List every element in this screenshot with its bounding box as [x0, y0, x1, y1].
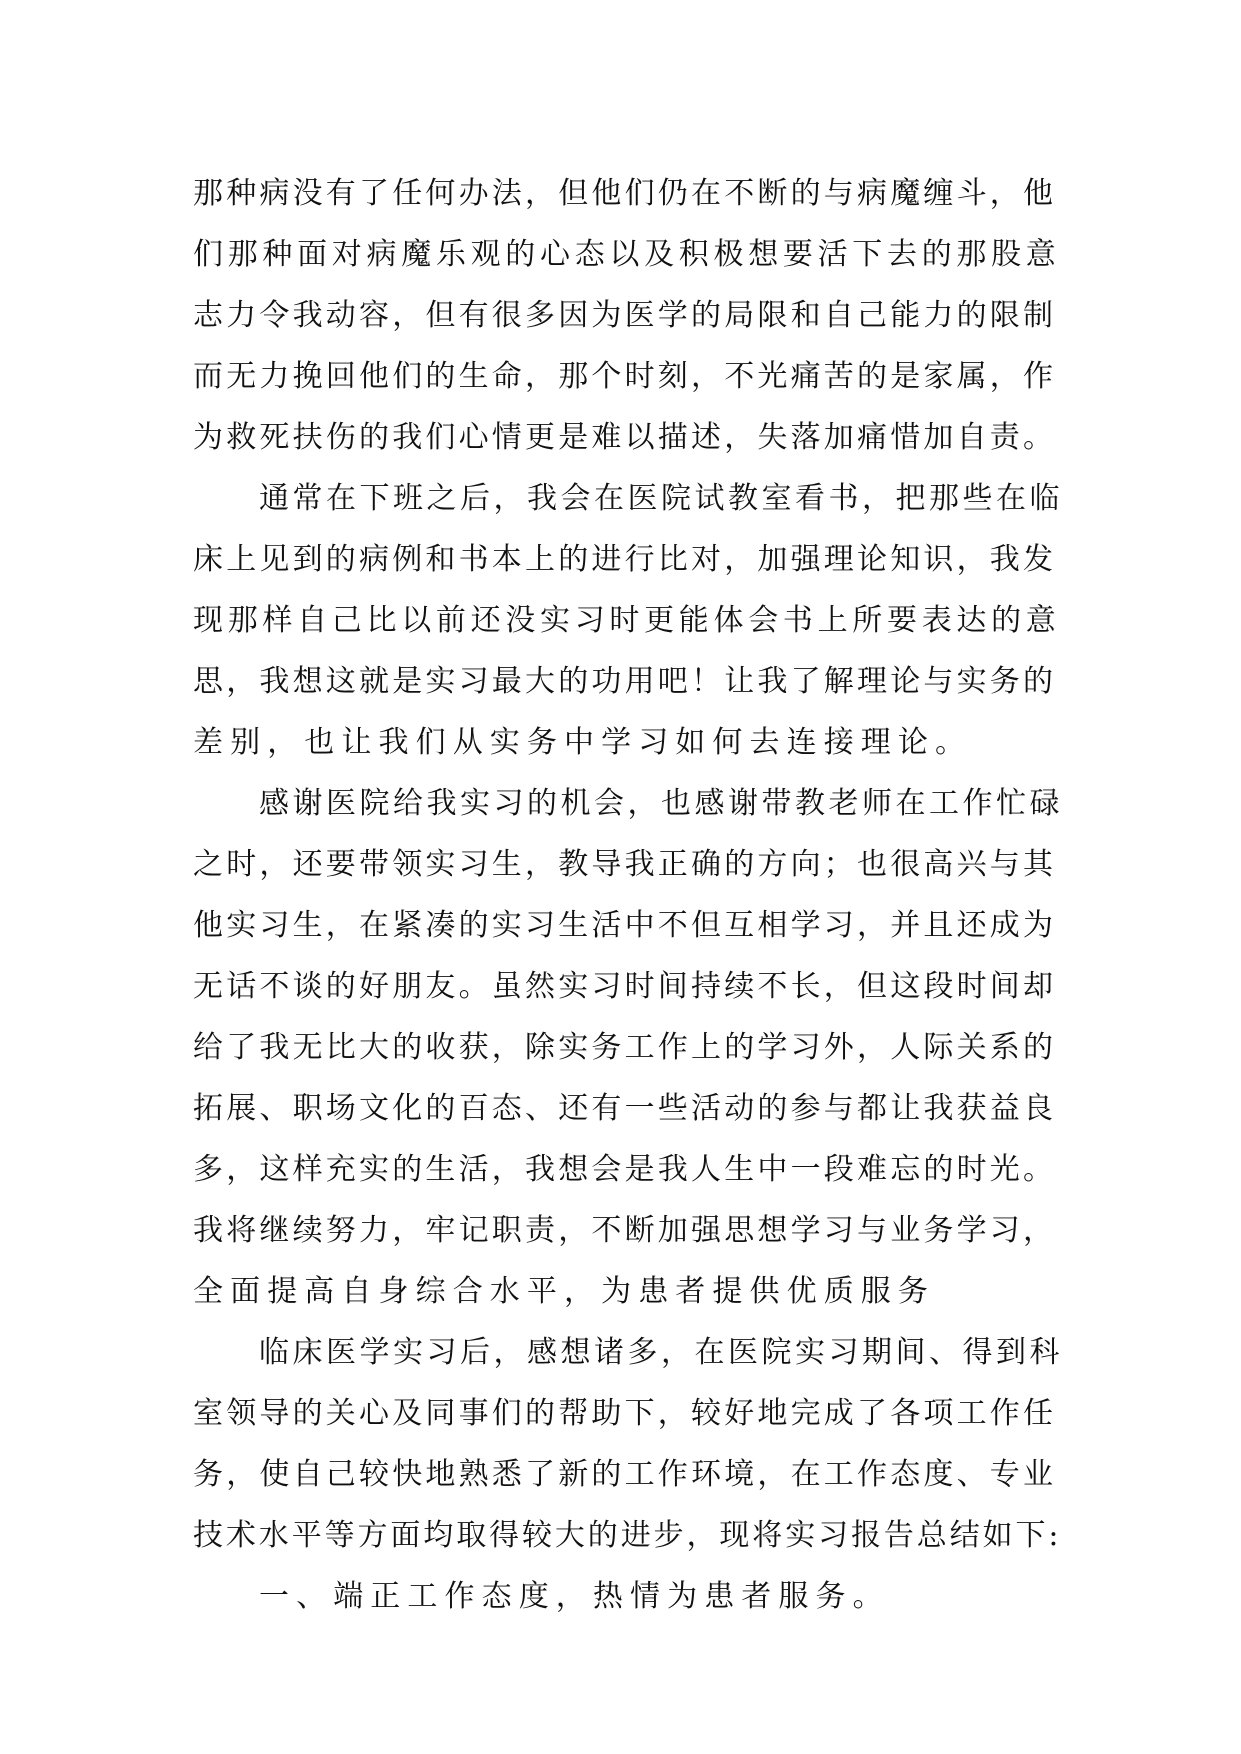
text-line: 全面提高自身综合水平，为患者提供优质服务	[193, 1274, 935, 1309]
text-line: 床上见到的病例和书本上的进行比对，加强理论知识，我发	[193, 542, 1057, 577]
text-line: 务，使自己较快地熟悉了新的工作环境，在工作态度、专业	[193, 1457, 1057, 1492]
text-line: 们那种面对病魔乐观的心态以及积极想要活下去的那股意	[193, 237, 1061, 272]
text-line: 室领导的关心及同事们的帮助下，较好地完成了各项工作任	[193, 1396, 1057, 1431]
text-line: 多，这样充实的生活，我想会是我人生中一段难忘的时光。	[193, 1152, 1057, 1187]
text-line: 技术水平等方面均取得较大的进步，现将实习报告总结如下:	[193, 1518, 1062, 1553]
paragraph-first-line: 通常在下班之后，我会在医院试教室看书，把那些在临	[259, 481, 1063, 516]
text-line: 而无力挽回他们的生命，那个时刻，不光痛苦的是家属，作	[193, 359, 1057, 394]
text-line: 为救死扶伤的我们心情更是难以描述，失落加痛惜加自责。	[193, 420, 1057, 455]
text-line: 他实习生，在紧凑的实习生活中不但互相学习，并且还成为	[193, 908, 1057, 943]
text-line: 拓展、职场文化的百态、还有一些活动的参与都让我获益良	[193, 1091, 1057, 1126]
text-line: 我将继续努力，牢记职责，不断加强思想学习与业务学习，	[193, 1213, 1057, 1248]
text-line: 思，我想这就是实习最大的功用吧！让我了解理论与实务的	[193, 664, 1057, 699]
text-line: 无话不谈的好朋友。虽然实习时间持续不长，但这段时间却	[193, 969, 1057, 1004]
text-line: 现那样自己比以前还没实习时更能体会书上所要表达的意	[193, 603, 1061, 638]
text-line: 志力令我动容，但有很多因为医学的局限和自己能力的限制	[193, 298, 1057, 333]
text-line: 那种病没有了任何办法，但他们仍在不断的与病魔缠斗，他	[193, 176, 1057, 211]
paragraph-first-line: 感谢医院给我实习的机会，也感谢带教老师在工作忙碌	[259, 786, 1063, 821]
text-line: 给了我无比大的收获，除实务工作上的学习外，人际关系的	[193, 1030, 1057, 1065]
text-line: 之时，还要带领实习生，教导我正确的方向；也很高兴与其	[193, 847, 1057, 882]
text-line: 差别，也让我们从实务中学习如何去连接理论。	[193, 725, 973, 760]
paragraph-first-line: 临床医学实习后，感想诸多，在医院实习期间、得到科	[259, 1335, 1063, 1370]
document-body	[193, 163, 1063, 1627]
paragraph-first-line: 一、端正工作态度，热情为患者服务。	[259, 1579, 890, 1614]
